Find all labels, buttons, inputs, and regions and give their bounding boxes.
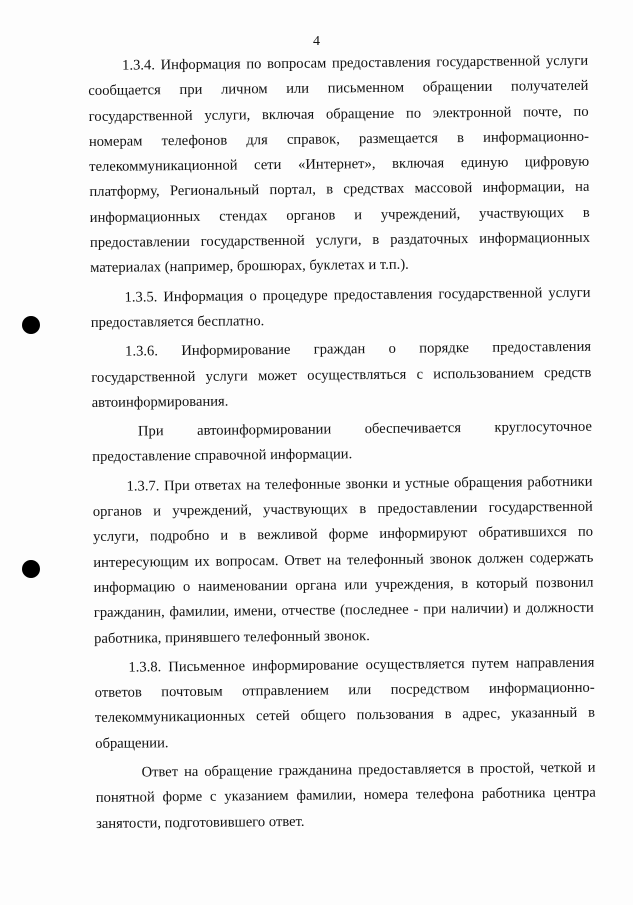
paragraph-1-3-7: 1.3.7. При ответах на телефонные звонки и устные обращения работники органов и учреждений, участвующих в предоставлении государственной услуги, подробно и в вежливой форме информируют обратившихся по интересующим их вопросам. Ответ на телефонный звонок должен содержать информацию о наименовании органа или учреждения, в который позвонил гражданин, фамилии, имени, отчестве (последнее - при наличии) и должности работника, принявшего телефонный звонок. bbox=[92, 473, 594, 647]
paragraph-reply: Ответ на обращение гражданина предоставляется в простой, четкой и понятной форме с указанием фамилии, номера телефона работника центра занятости, подготовившего ответ. bbox=[95, 759, 596, 832]
punch-hole-top bbox=[22, 316, 40, 334]
document-body bbox=[88, 49, 596, 841]
page-number: 4 bbox=[313, 34, 320, 49]
paragraph-1-3-4: 1.3.4. Информация по вопросам предоставления государственной услуги сообщается при личном или письменном обращении получателей государственной услуги, включая обращение по электронной почте, по номерам телефонов для справок, размещается в информационно-телекоммуникационной сети «Интернет», включая единую цифровую платформу, Региональный портал, в средствах массовой информации, на информационных стендах органов и учреждений, участвующих в предоставлении государственной услуги, в раздаточных информационных материалах (например, брошюрах, буклетах и т.п.). bbox=[88, 52, 591, 277]
punch-hole-bottom bbox=[22, 560, 40, 578]
paragraph-1-3-8: 1.3.8. Письменное информирование осуществляется путем направления ответов почтовым отправлением или посредством информационно-телекоммуникационных сетей общего пользования в адрес, указанный в обращении. bbox=[94, 654, 596, 752]
paragraph-autoinforming: При автоинформировании обеспечивается круглосуточное предоставление справочной информации. bbox=[92, 418, 593, 466]
paragraph-1-3-5: 1.3.5. Информация о процедуре предоставления государственной услуги предоставляется бесплатно. bbox=[90, 284, 591, 331]
paragraph-1-3-6: 1.3.6. Информирование граждан о порядке предоставления государственной услуги может осуществляться с использованием средств автоинформирования. bbox=[91, 339, 592, 411]
